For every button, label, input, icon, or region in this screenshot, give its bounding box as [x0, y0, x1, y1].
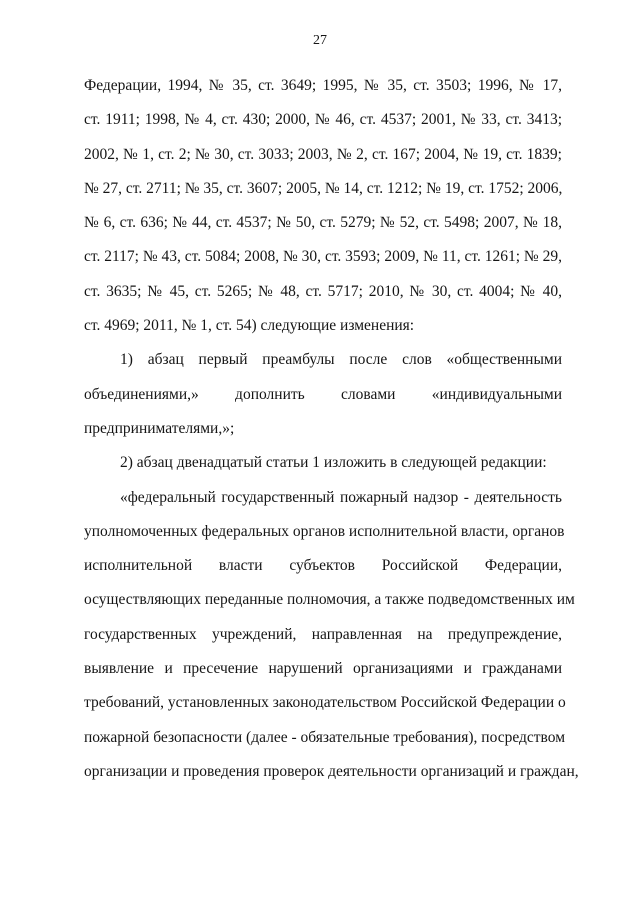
text-line: исполнительной власти субъектов Российской Федерации,	[84, 557, 562, 575]
text-line: требований, установленных законодательством Российской Федерации о	[84, 694, 566, 712]
text-line: 2002, № 1, ст. 2; № 30, ст. 3033; 2003, № 2, ст. 167; 2004, № 19, ст. 1839;	[84, 145, 562, 163]
text-line: организации и проведения проверок деятельности организаций и граждан,	[84, 762, 579, 780]
document-body	[84, 69, 579, 789]
text-line: Федерации, 1994, № 35, ст. 3649; 1995, № 35, ст. 3503; 1996, № 17,	[84, 77, 562, 94]
text-line: осуществляющих переданные полномочия, а также подведомственных им	[84, 591, 575, 609]
text-line: ст. 4969; 2011, № 1, ст. 54) следующие изменения:	[84, 317, 415, 335]
text-line: «федеральный государственный пожарный надзор - деятельность	[120, 488, 562, 506]
text-line: № 27, ст. 2711; № 35, ст. 3607; 2005, № 14, ст. 1212; № 19, ст. 1752; 2006,	[84, 179, 563, 197]
text-line: ст. 3635; № 45, ст. 5265; № 48, ст. 5717; 2010, № 30, ст. 4004; № 40,	[84, 282, 562, 300]
text-line: ст. 1911; 1998, № 4, ст. 430; 2000, № 46, ст. 4537; 2001, № 33, ст. 3413;	[84, 111, 562, 129]
text-line: № 6, ст. 636; № 44, ст. 4537; № 50, ст. 5279; № 52, ст. 5498; 2007, № 18,	[84, 214, 562, 232]
text-line: уполномоченных федеральных органов исполнительной власти, органов	[84, 522, 565, 540]
text-line: объединениями,» дополнить словами «индивидуальными	[84, 385, 562, 403]
text-line: 2) абзац двенадцатый статьи 1 изложить в следующей редакции:	[120, 454, 547, 472]
text-line: пожарной безопасности (далее - обязательные требования), посредством	[84, 728, 566, 746]
page-number: 27	[313, 33, 327, 48]
text-line: государственных учреждений, направленная на предупреждение,	[84, 625, 562, 643]
text-line: выявление и пресечение нарушений организациями и гражданами	[84, 660, 562, 678]
text-line: ст. 2117; № 43, ст. 5084; 2008, № 30, ст. 3593; 2009, № 11, ст. 1261; № 29,	[84, 248, 562, 266]
text-line: предпринимателями,»;	[84, 419, 235, 437]
text-line: 1) абзац первый преамбулы после слов «общественными	[120, 351, 562, 369]
